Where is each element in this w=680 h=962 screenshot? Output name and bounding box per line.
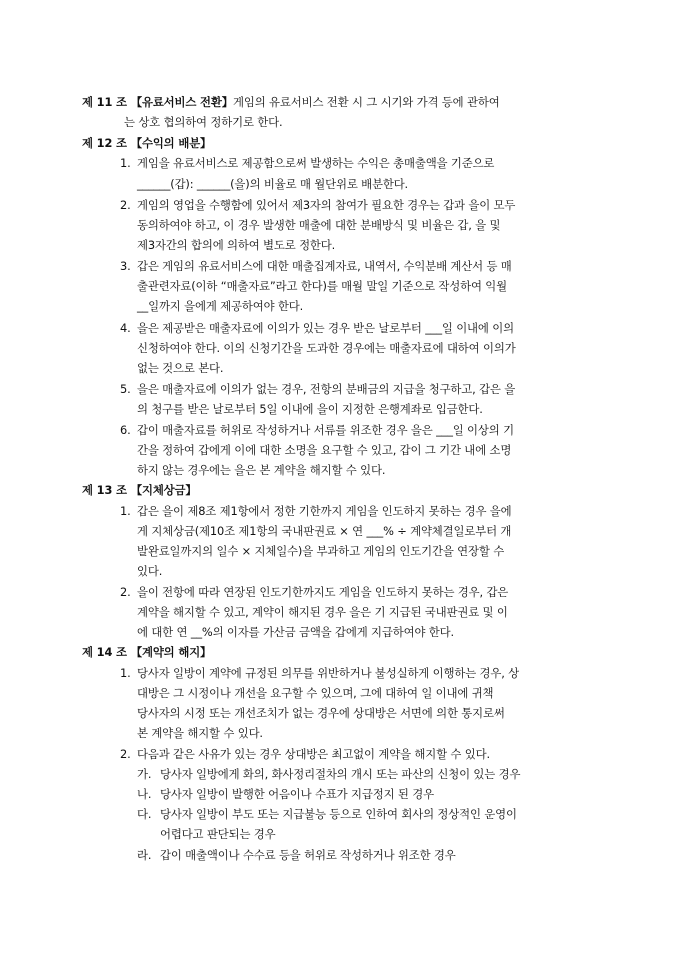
article-11-body-line-2: 는 상호 협의하여 정하기로 한다. [124, 115, 283, 129]
article-12-item-2-line-2: 동의하여야 하고, 이 경우 발생한 매출에 대한 분배방식 및 비율은 갑, 을 및 [137, 218, 501, 232]
article-14-item-1-line-4: 본 계약을 해지할 수 있다. [137, 726, 263, 740]
article-12-item-1-line-2: ______(갑): ______(을)의 비율로 매 월단위로 배분한다. [137, 177, 409, 191]
article-11-title [82, 95, 500, 109]
article-12-item-1-line-1: 게임을 유료서비스로 제공함으로써 발생하는 수익은 총매출액을 기준으로 [137, 156, 495, 170]
article-14-title [82, 645, 211, 659]
article-13-title [82, 483, 197, 497]
article-heading: 【수익의 배분】 [130, 136, 212, 150]
article-12-item-2-line-1: 게임의 영업을 수행함에 있어서 제3자의 참여가 필요한 경우는 갑과 을이 모두 [137, 198, 516, 212]
article-12-item-3-num: 3. [120, 259, 131, 273]
subitem-line: 당사자 일방이 부도 또는 지급불능 등으로 인하여 회사의 정상적인 운영이 [160, 807, 517, 821]
subitem-line: 당사자 일방에게 화의, 화사정리절차의 개시 또는 파산의 신청이 있는 경우 [160, 767, 521, 781]
article-13-item-2-line-3: 에 대한 연 __%의 이자를 가산금 금액을 갑에게 지급하여야 한다. [137, 625, 454, 639]
article-12-item-4-line-2: 신청하여야 한다. 이의 신청기간을 도과한 경우에는 매출자료에 대하여 이의가 [137, 341, 516, 355]
article-14-item-2-num: 2. [120, 747, 131, 761]
subitem-line: 어렵다고 판단되는 경우 [160, 827, 276, 841]
article-12-item-1-num: 1. [120, 156, 131, 170]
article-13-item-2-num: 2. [120, 585, 131, 599]
subitem-mark: 가. [137, 767, 152, 781]
article-14-item-1-num: 1. [120, 666, 131, 680]
article-12-item-2-num: 2. [120, 198, 131, 212]
subitem-mark: 라. [137, 848, 152, 862]
article-14-item-1-line-2: 대방은 그 시정이나 개선을 요구할 수 있으며, 그에 대하여 일 이내에 귀책 [137, 686, 494, 700]
article-12-title [82, 136, 211, 150]
subitem-mark: 다. [137, 807, 152, 821]
article-13-item-2-line-2: 계약을 해지할 수 있고, 계약이 해지된 경우 을은 기 지급된 국내판권료 및 이 [137, 605, 508, 619]
article-13-item-2-line-1: 을이 전항에 따라 연장된 인도기한까지도 게임을 인도하지 못하는 경우, 갑은 [137, 585, 509, 599]
article-14-item-2-line-1: 다음과 같은 사유가 있는 경우 상대방은 최고없이 계약을 해지할 수 있다. [137, 747, 490, 761]
article-12-item-5-line-2: 의 청구를 받은 날로부터 5일 이내에 을이 지정한 은행계좌로 입금한다. [137, 402, 483, 416]
article-13-item-1-line-3: 발완료일까지의 일수 × 지체일수)을 부과하고 게임의 인도기간을 연장할 수 [137, 544, 505, 558]
article-13-item-1-line-4: 있다. [137, 564, 163, 578]
article-13-item-1-line-2: 게 지체상금(제10조 제1항의 국내판권료 × 연 ___% ÷ 계약체결일로부터 개 [137, 524, 512, 538]
article-12-item-4-line-1: 을은 제공받은 매출자료에 이의가 있는 경우 받은 날로부터 ___일 이내에 이의 [137, 321, 514, 335]
article-label: 제 14 조 [82, 645, 127, 659]
article-12-item-4-num: 4. [120, 321, 131, 335]
article-label: 제 12 조 [82, 136, 127, 150]
article-12-item-2-line-3: 제3자간의 합의에 의하여 별도로 정한다. [137, 238, 336, 252]
subitem-mark: 나. [137, 787, 152, 801]
article-12-item-3-line-1: 갑은 게임의 유료서비스에 대한 매출집계자료, 내역서, 수익분배 계산서 등 매 [137, 259, 512, 273]
article-label: 제 13 조 [82, 483, 127, 497]
article-14-item-1-line-3: 당사자의 시정 또는 개선조치가 없는 경우에 상대방은 서면에 의한 통지로써 [137, 706, 505, 720]
article-12-item-6-num: 6. [120, 423, 131, 437]
article-label: 제 11 조 [82, 95, 127, 109]
article-12-item-6-line-2: 간을 정하여 갑에게 이에 대한 소명을 요구할 수 있고, 갑이 그 기간 내에 소명 [137, 443, 512, 457]
article-13-item-1-line-1: 갑은 을이 제8조 제1항에서 정한 기한까지 게임을 인도하지 못하는 경우 을에 [137, 504, 512, 518]
article-13-item-1-num: 1. [120, 504, 131, 518]
article-12-item-5-num: 5. [120, 382, 131, 396]
article-14-item-1-line-1: 당사자 일방이 계약에 규정된 의무를 위반하거나 불성실하게 이행하는 경우, 상 [137, 666, 520, 680]
article-heading: 【계약의 해지】 [130, 645, 212, 659]
article-12-item-3-line-2: 출관련자료(이하 “매출자료”라고 한다)를 매월 말일 기준으로 작성하여 익월 [137, 279, 507, 293]
article-12-item-5-line-1: 을은 매출자료에 이의가 없는 경우, 전항의 분배금의 지급을 청구하고, 갑은 을 [137, 382, 516, 396]
article-12-item-6-line-1: 갑이 매출자료를 허위로 작성하거나 서류를 위조한 경우 을은 ___일 이상의 기 [137, 423, 514, 437]
article-12-item-6-line-3: 하지 않는 경우에는 을은 본 계약을 해지할 수 있다. [137, 463, 386, 477]
subitem-line: 당사자 일방이 발행한 어음이나 수표가 지급정지 된 경우 [160, 787, 434, 801]
article-body-line: 게임의 유료서비스 전환 시 그 시기와 가격 등에 관하여 [233, 95, 500, 109]
article-heading: 【지체상금】 [130, 483, 197, 497]
article-heading: 【유료서비스 전환】 [130, 95, 233, 109]
article-12-item-4-line-3: 없는 것으로 본다. [137, 361, 224, 375]
article-12-item-3-line-3: __일까지 을에게 제공하여야 한다. [137, 299, 304, 313]
subitem-line: 갑이 매출액이나 수수료 등을 허위로 작성하거나 위조한 경우 [160, 848, 456, 862]
